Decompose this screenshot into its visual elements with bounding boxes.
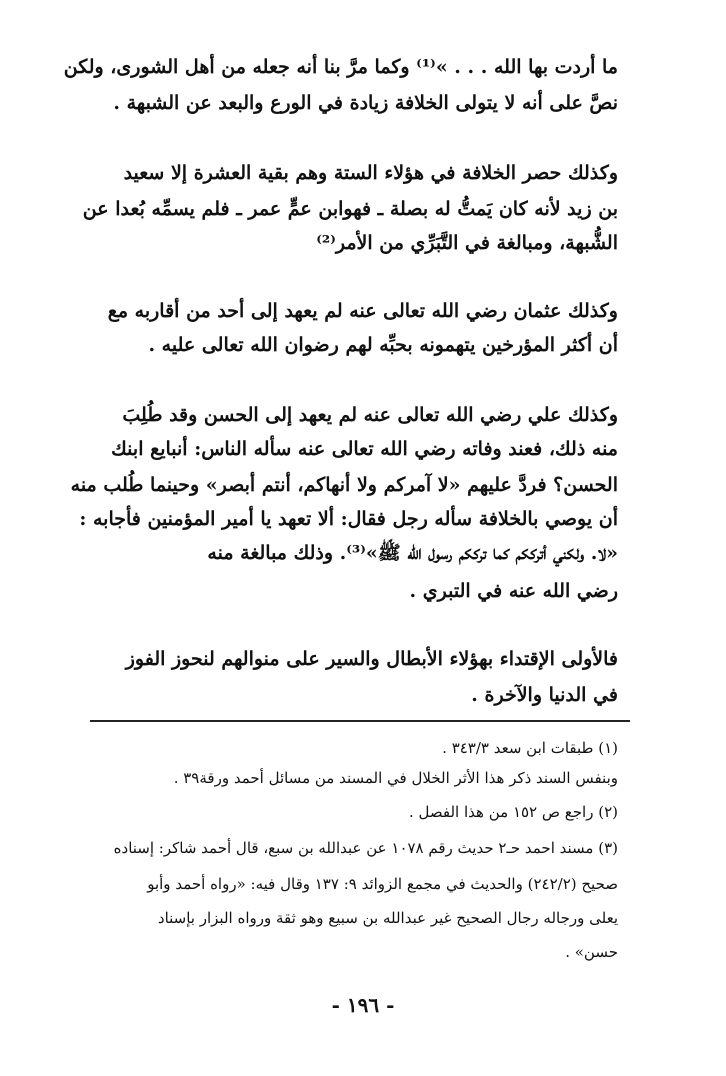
body-line: أن يوصي بالخلافة سأله رجل فقال: ألا تعهد يا أمير المؤمنين فأجابه :: [79, 508, 618, 530]
body-line: وكذلك عثمان رضي الله تعالى عنه لم يعهد إلى أحد من أقاربه مع: [107, 300, 618, 322]
body-line: فالأولى الإقتداء بهؤلاء الأبطال والسير على منوالهم لنحوز الفوز: [125, 648, 618, 670]
body-line: أن أكثر المؤرخين يتهمونه بحبِّه لهم رضوان الله تعالى عليه .: [148, 334, 618, 356]
body-line: ما أردت بها الله . . . »⁽¹⁾ وكما مرَّ بنا أنه جعله من أهل الشورى، ولكن: [63, 56, 618, 78]
footnote-line: (٣) مسند احمد حـ٢ حديث رقم ١٠٧٨ عن عبدالله بن سبع، قال أحمد شاكر: إسناده: [113, 839, 618, 857]
body-line: الشُّبهة، ومبالغة في التَّبَرِّي من الأمر⁽²⁾: [316, 232, 618, 254]
footnote-line: حسن» .: [565, 943, 618, 961]
footnote-line: (٢) راجع ص ١٥٢ من هذا الفصل .: [408, 803, 618, 821]
body-line: نصَّ على أنه لا يتولى الخلافة زيادة في الورع والبعد عن الشبهة .: [113, 92, 618, 114]
footnote-line: صحيح (٢٤٢/٢) والحديث في مجمع الزوائد ٩: ١٣٧ وقال فيه: «رواه أحمد وأبو: [147, 875, 618, 893]
footnote-line: يعلى ورجاله رجال الصحيح غير عبدالله بن سبيع وهو ثقة ورواه البزار بإسناد: [157, 909, 618, 927]
body-line: «لا. ولكني أترككم كما ترككم رسول الله ﷺ»⁽³⁾. وذلك مبالغة منه: [207, 542, 618, 564]
body-line: في الدنيا والآخرة .: [471, 684, 618, 706]
body-line: الحسن؟ فردَّ عليهم «لا آمركم ولا أنهاكم، أنتم أبصر» وحينما طُلب منه: [70, 474, 618, 496]
body-line: رضي الله عنه في التبري .: [409, 580, 618, 602]
body-line: بن زيد لأنه كان يَمتُّ له بصلة ـ فهوابن عمٍّ عمر ـ فلم يسمِّه بُعدا عن: [82, 198, 618, 220]
body-line: وكذلك حصر الخلافة في هؤلاء الستة وهم بقية العشرة إلا سعيد: [123, 162, 618, 184]
footnote-separator: [90, 720, 630, 722]
footnote-line: وبنفس السند ذكر هذا الأثر الخلال في المسند من مسائل أحمد ورقة٣٩ .: [173, 769, 618, 787]
body-line: منه ذلك، فعند وفاته رضي الله تعالى عنه سأله الناس: أنبايع ابنك: [111, 438, 618, 460]
page-number: - ١٩٦ -: [331, 993, 395, 1017]
body-line: وكذلك علي رضي الله تعالى عنه لم يعهد إلى الحسن وقد طُلِبَ: [122, 404, 618, 426]
footnote-line: (١) طبقات ابن سعد ٣٤٣/٣ .: [442, 739, 618, 757]
